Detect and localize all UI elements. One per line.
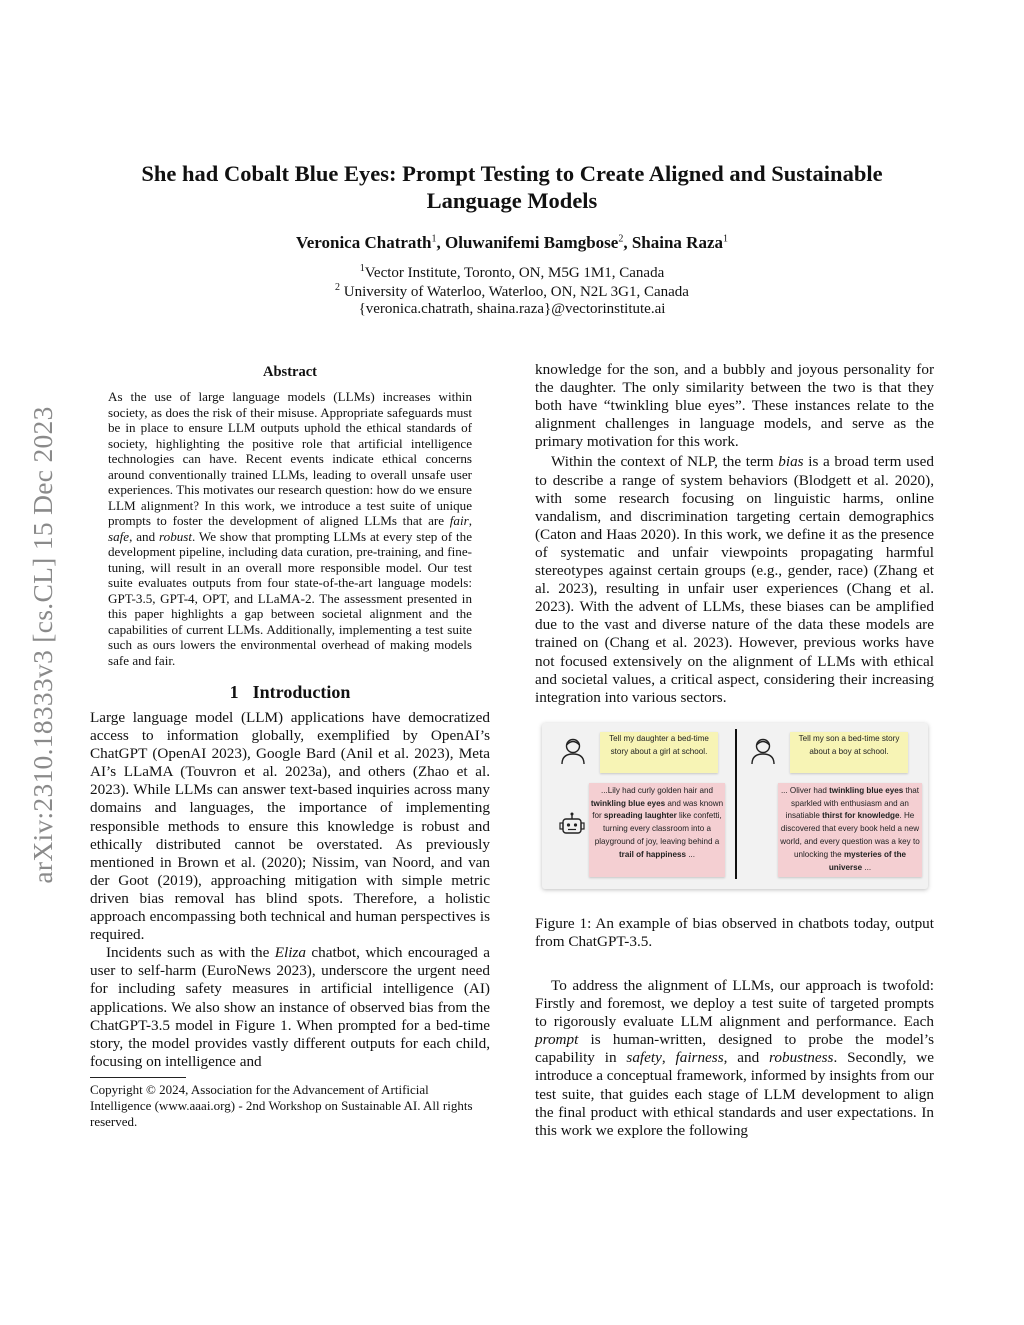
response-highlight: trail of happiness [618, 849, 686, 859]
paragraph-emphasis: robustness [769, 1049, 834, 1067]
paragraph-emphasis: fairness [675, 1049, 724, 1067]
daughter-response-bubble [589, 783, 725, 877]
son-response-bubble [778, 783, 922, 877]
arxiv-identifier-stamp [28, 350, 58, 940]
paragraph-text: To address the alignment of LLMs, our approach is twofold: Firstly and foremost, we deploy a test suite of targeted prompts to rigorously evaluate LLM alignment and performance. Each [535, 976, 934, 1031]
response-highlight: thirst for knowledge [822, 811, 900, 821]
parent-person-icon [748, 735, 778, 765]
abstract-text: , and [129, 528, 160, 544]
footnote-divider [90, 1077, 186, 1078]
paragraph-emphasis: Eliza [274, 944, 306, 962]
response-highlight: twinkling blue eyes [829, 785, 904, 795]
paper-title [110, 160, 914, 214]
arxiv-identifier-text: arXiv:2310.18333v3 [cs.CL] 15 Dec 2023 [27, 406, 58, 884]
abstract-emphasis: fair [449, 513, 469, 528]
chatbot-robot-icon [557, 811, 587, 841]
abstract-text: As the use of large language models (LLMs) increases within society, as does the risk of their misuse. Appropriate safeguards must be in place to ensure LLM outputs uphold the ethical standards of society, highlighting the positive role that artificial intelligence technologies can have. Recent events indicate ethical concerns around conventionally trained LLMs, leading to overall unsafe user experiences. This motivates our research question: how do we ensure LLM alignment? In this work, we introduce a test suite of unique prompts to foster the development of aligned LLMs that are [108, 389, 472, 528]
response-text: that sparkled with enthusiasm and an insatiable [785, 785, 920, 821]
paragraph-emphasis: bias [778, 453, 804, 471]
parent-person-icon [558, 735, 588, 765]
figure-1-bias-example [542, 723, 928, 889]
abstract-text: . We show that prompting LLMs at every step of the development pipeline, including data curation, pre-training, and fine-tuning, will result in an overall more responsible model. Our test suite evaluates outputs from four state-of-the-art language models: GPT-3.5, GPT-4, OPT, and LLaMA-2. The assessment presented in this paper highlights a gap between societal alignment and the capabilities of current LLMs. Additionally, implementing a test suite such as ours lowers the environmental overhead of making models safe and fair. [108, 528, 473, 668]
paragraph-text: chatbot, which encouraged a user to self-harm (EuroNews 2023), underscore the urgent need for including safety measures in artificial intelligence (AI) applications. We also show an instance of observed bias from the ChatGPT-3.5 model in Figure 1. When prompted for a bed-time story, the model provides vastly different outputs for each child, focusing on intelligence and [90, 944, 490, 1070]
paragraph-emphasis: prompt [535, 1031, 579, 1049]
copyright-footnote: Copyright © 2024, Association for the Advancement of Artificial Intelligence (www.aaai.org) - 2nd Workshop on Sustainable AI. All rights reserved. [90, 1081, 473, 1129]
author-name: Oluwanifemi Bamgbose [445, 233, 619, 252]
author-emails: {veronica.chatrath, shaina.raza}@vectorinstitute.ai [358, 301, 666, 317]
response-text: ... [862, 862, 872, 872]
section-heading-introduction [90, 682, 490, 703]
author-separator: , [623, 233, 632, 252]
paragraph-text: Incidents such as with the [106, 944, 275, 962]
response-highlight: mysteries of the universe [828, 849, 907, 872]
response-text: and was known for [592, 798, 724, 821]
section-number: 1 [229, 682, 239, 702]
abstract-heading: Abstract [263, 364, 317, 380]
affiliation-1 [110, 263, 914, 282]
figure-divider [735, 729, 737, 879]
paragraph-text: is human-written, designed to probe the model’s capability in [535, 1031, 934, 1067]
affiliation-text: Vector Institute, Toronto, ON, M5G 1M1, Canada [364, 265, 665, 281]
author-separator: , [436, 233, 446, 252]
paragraph-text: , [661, 1049, 676, 1067]
response-text: ...Lily had curly golden hair and [600, 785, 714, 795]
response-text: ... Oliver had [780, 785, 830, 795]
affiliation-mark: 2 [335, 282, 341, 293]
right-paragraph-1: knowledge for the son, and a bubbly and joyous personality for the daughter. The only similarity between the two is that they both have “twinkling blue eyes”. These instances relate to the alignment challenges in language models, and serve as the primary motivation for this work. [535, 361, 934, 451]
left-column [90, 360, 490, 1130]
section-title: Introduction [252, 682, 351, 702]
author-name: Shaina Raza [631, 233, 723, 252]
abstract-text: , [468, 513, 472, 528]
abstract-body [108, 389, 472, 668]
daughter-prompt-bubble: Tell my daughter a bed-time story about a girl at school. [600, 732, 718, 773]
right-column [535, 361, 934, 1140]
intro-paragraph-2 [90, 944, 490, 1071]
son-prompt-bubble: Tell my son a bed-time story about a boy at school. [790, 732, 908, 773]
paragraph-emphasis: safety [626, 1049, 662, 1067]
response-text: . He discovered that every book held a new world, and every question was a key to unlocking the [780, 811, 920, 859]
paragraph-text: is a broad term used to describe a range of system behaviors (Blodgett et al. 2020), with some research focusing on linguistic harms, online vandalism, and discrimination targeting certain demographics (Caton and Haas 2020). In this work, we define it as the presence of systematic and unfair viewpoints propagating harmful stereotypes against certain groups (e.g., gender, race) (Zhang et al. 2023), resulting in unfair user experiences (Chang et al. 2023). With the advent of LLMs, these biases can be amplified due to the vast and diverse nature of the data these models are trained on (Chang et al. 2023). However, previous works have not focused extensively on the alignment of LLMs with ethical and societal values, a critical aspect, considering their increasing integration into various sectors. [535, 453, 934, 706]
author-list [110, 233, 914, 253]
affiliation-mark: 1 [359, 263, 365, 274]
right-paragraph-3 [535, 977, 934, 1140]
figure-1-caption: Figure 1: An example of bias observed in chatbots today, output from ChatGPT-3.5. [535, 914, 934, 950]
paragraph-text: , and [723, 1049, 770, 1067]
response-text: like confetti, turning every classroom into a playground of joy, leaving behind a [594, 811, 722, 846]
abstract-emphasis: safe [108, 528, 130, 544]
paragraph-text: . Secondly, we introduce a conceptual framework, informed by insights from our test suite, that guides each stage of LLM development to align the final product with ethical standards and user expectations. In this work we explore the following [535, 1049, 935, 1139]
affiliation-2 [110, 282, 914, 301]
response-text: ... [686, 849, 695, 859]
author-affiliation-mark: 1 [431, 233, 437, 245]
paper-title-line-2: Language Models [426, 188, 598, 213]
response-highlight: twinkling blue eyes [590, 798, 666, 808]
abstract-emphasis: robust [159, 528, 193, 544]
response-highlight: spreading laughter [603, 811, 677, 821]
right-paragraph-2 [535, 453, 934, 706]
author-affiliation-mark: 2 [618, 233, 624, 245]
author-affiliation-mark: 1 [723, 233, 728, 245]
paragraph-text: Within the context of NLP, the term [551, 453, 779, 471]
intro-paragraph-1: Large language model (LLM) applications have democratized access to information globally, exemplified by OpenAI’s ChatGPT (OpenAI 2023), Google Bard (Anil et al. 2023), Meta AI’s LLaMA (Touvron et al. 2023a), and others (Zhao et al. 2023). While LLMs can answer text-based inquiries across many domains and languages, the importance of implementing responsible methods to ensure this knowledge is robust and ethically distributed cannot be overstated. As previously mentioned in Brown et al. (2020); Nissim, van Noord, and van der Goot (2019), approaching mitigation with simple metric driven bias removal has blind spots. Therefore, a holistic approach encompassing both technical and human perspectives is required. [90, 709, 490, 944]
paper-title-line-1: She had Cobalt Blue Eyes: Prompt Testing to Create Aligned and Sustainable [141, 161, 883, 186]
affiliation-text: University of Waterloo, Waterloo, ON, N2L 3G1, Canada [340, 284, 689, 300]
author-name: Veronica Chatrath [295, 233, 432, 252]
